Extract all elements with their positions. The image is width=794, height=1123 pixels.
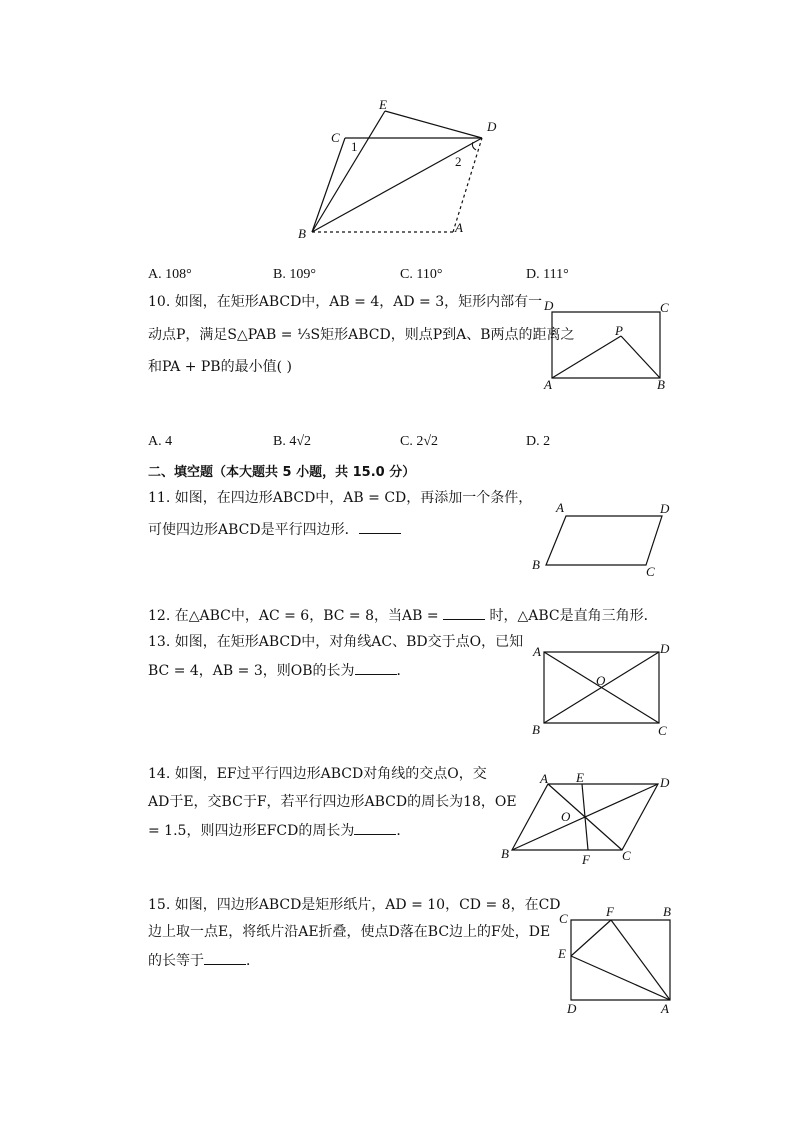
q9-line-BD	[312, 138, 482, 232]
q13-line-2-wrap	[148, 660, 411, 681]
q13-line-2: BC = 4，AB = 3，则OB的长为	[148, 663, 355, 679]
q15-label-C: C	[559, 911, 568, 926]
q11-label-B: B	[532, 557, 540, 572]
q15-label-E: E	[558, 946, 566, 961]
q15-line-1: 15. 如图，四边形ABCD是矩形纸片，AD = 10，CD = 8，在CD	[148, 897, 561, 913]
q10-option-b: B. 4√2	[273, 434, 312, 449]
q9-label-2: 2	[455, 154, 462, 169]
q14-label-A: A	[540, 771, 548, 786]
q9-line-ED	[385, 111, 482, 138]
q11-label-C: C	[646, 564, 655, 579]
q15-label-D: D	[567, 1001, 577, 1016]
q14-label-C: C	[622, 848, 631, 863]
q13-line-1: 13. 如图，在矩形ABCD中，对角线AC、BD交于点O，已知	[148, 634, 524, 650]
q12-text-pre: 12. 在△ABC中，AC = 6，BC = 8，当AB =	[148, 608, 444, 624]
q15-line-EF	[571, 920, 611, 956]
q9-option-c: C. 110°	[400, 267, 443, 282]
q13-label-C: C	[658, 723, 667, 738]
q11-line-1: 11. 如图，在四边形ABCD中，AB = CD，再添加一个条件，	[148, 490, 533, 506]
q14-figure	[498, 768, 678, 868]
q10-line-2: 动点P，满足S△PAB = ⅓S矩形ABCD，则点P到A、B两点的距离之	[148, 327, 575, 343]
q11-line-2: 可使四边形ABCD是平行四边形．	[148, 522, 359, 538]
q9-label-1: 1	[351, 139, 358, 154]
q13-label-D: D	[660, 641, 670, 656]
q11-label-D: D	[660, 501, 670, 516]
q15-line-3-end: ．	[246, 953, 260, 969]
q9-line-BE	[312, 111, 385, 232]
q10-line-1: 10. 如图，在矩形ABCD中，AB = 4，AD = 3，矩形内部有一	[148, 294, 543, 310]
q14-label-O: O	[561, 809, 571, 824]
q9-option-b: B. 109°	[273, 267, 316, 282]
q9-option-a: A. 108°	[148, 267, 192, 282]
q10-option-a: A. 4	[148, 434, 173, 449]
q12-line	[148, 605, 658, 626]
q15-line-3-wrap	[148, 950, 260, 971]
q14-line-2: AD于E，交BC于F，若平行四边形ABCD的周长为18，OE	[148, 794, 517, 810]
q15-label-B: B	[663, 904, 671, 919]
q10-line-PB	[621, 336, 660, 378]
q11-answer-blank[interactable]	[359, 519, 401, 534]
q9-angle-arc	[472, 142, 476, 150]
q13-line-2-end: ．	[396, 663, 411, 679]
q11-line-2-wrap	[148, 519, 401, 540]
q14-line-3-end: ．	[396, 823, 411, 839]
q15-figure	[553, 900, 678, 1020]
q10-label-B: B	[657, 377, 665, 392]
q10-figure	[538, 298, 673, 393]
q13-label-A: A	[533, 644, 541, 659]
q9-label-C: C	[331, 130, 340, 145]
q11-label-A: A	[556, 500, 564, 515]
q14-line-3: = 1.5，则四边形EFCD的周长为	[148, 823, 355, 839]
section-heading-fill-in: 二、填空题（本大题共 5 小题，共 15.0 分）	[148, 465, 416, 480]
q13-label-B: B	[532, 722, 540, 737]
q14-segment-EF	[582, 784, 588, 850]
q14-label-B: B	[501, 846, 509, 861]
q15-label-F: F	[606, 904, 614, 919]
q10-line-3: 和PA + PB的最小值( )	[148, 359, 292, 375]
q14-label-D: D	[660, 775, 670, 790]
q10-label-P: P	[615, 323, 623, 338]
q15-label-A: A	[661, 1001, 669, 1016]
q9-label-B: B	[298, 226, 306, 241]
q12-text-post: 时，△ABC是直角三角形．	[485, 608, 658, 624]
q15-line-3: 的长等于	[148, 953, 204, 969]
q9-option-d: D. 111°	[526, 267, 569, 282]
q10-label-C: C	[660, 300, 669, 315]
q14-line-1: 14. 如图，EF过平行四边形ABCD对角线的交点O，交	[148, 766, 487, 782]
q14-label-E: E	[576, 770, 584, 785]
q12-answer-blank[interactable]	[443, 605, 485, 620]
q10-label-A: A	[544, 377, 552, 392]
q10-option-d: D. 2	[526, 434, 551, 449]
q15-line-FA	[611, 920, 670, 1000]
q10-option-c: C. 2√2	[400, 434, 439, 449]
q11-figure	[528, 498, 678, 580]
q13-label-O: O	[596, 673, 606, 688]
q13-answer-blank[interactable]	[355, 660, 397, 675]
q14-line-3-wrap	[148, 820, 410, 841]
q9-label-A: A	[455, 220, 463, 235]
q13-figure	[528, 640, 678, 740]
q14-answer-blank[interactable]	[354, 820, 396, 835]
q9-label-E: E	[379, 97, 387, 112]
q10-label-D: D	[544, 298, 554, 313]
q11-parallelogram	[546, 516, 662, 565]
q10-line-AP	[552, 336, 621, 378]
q15-answer-blank[interactable]	[204, 950, 246, 965]
q9-figure	[295, 95, 510, 245]
q9-label-D: D	[487, 119, 497, 134]
q15-line-2: 边上取一点E，将纸片沿AE折叠，使点D落在BC边上的F处，DE	[148, 924, 551, 940]
q14-label-F: F	[582, 852, 590, 867]
q15-line-EA	[571, 956, 670, 1000]
